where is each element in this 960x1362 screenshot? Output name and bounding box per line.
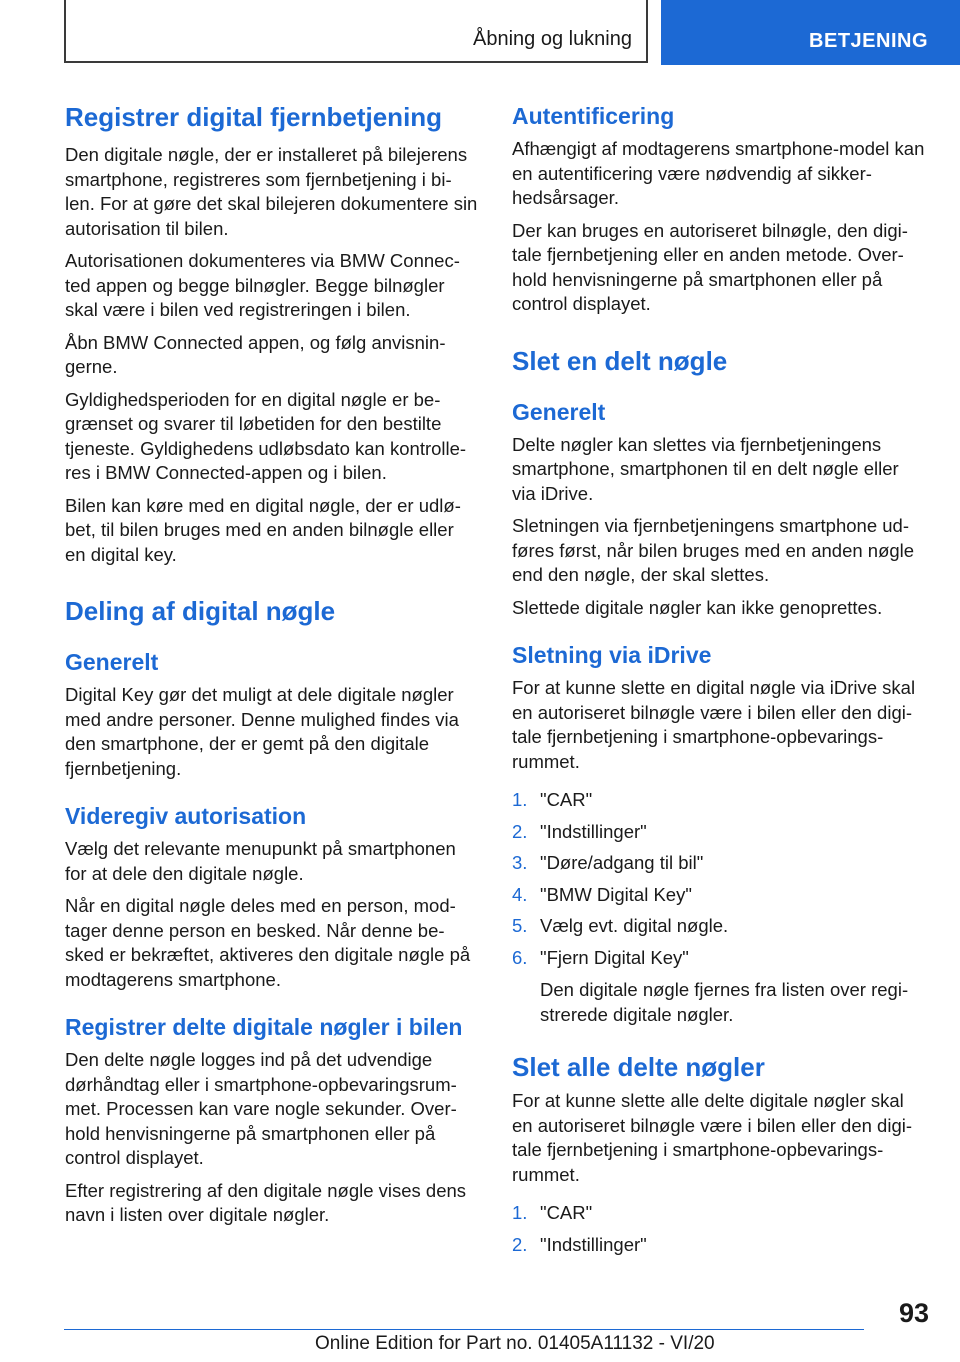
right-column xyxy=(512,101,926,1257)
paragraph: Den digitale nøgle, der er installeret på bilejerens smartphone, registreres som fjernbetjening i bi-len. For at gøre det skal bilejeren dokumentere sin autorisation til bilen. xyxy=(65,144,478,239)
heading-delete-shared-key: Slet en delt nøgle xyxy=(512,345,728,376)
paragraph: For at kunne slette alle delte digitale nøgler skal en autoriseret bilnøgle være i bilen eller den digi-tale fjernbetjening i smartphone-opbevarings-rummet. xyxy=(512,1090,913,1185)
step-text: "Fjern Digital Key" xyxy=(540,946,689,968)
paragraph: Afhængigt af modtagerens smartphone-model kan en autentificering være nødvendig af sikker-hedsårsager. xyxy=(512,138,925,208)
heading-delete-all-shared: Slet alle delte nøgler xyxy=(512,1052,765,1082)
step-result: Den digitale nøgle fjernes fra listen over regi-strerede digitale nøgler. xyxy=(540,979,909,1025)
heading-delete-via-idrive: Sletning via iDrive xyxy=(512,642,712,668)
paragraph: Autorisationen dokumenteres via BMW Connec-ted appen og begge bilnøgler. Begge bilnøgler skal være i bilen ved registreringen i bilen. xyxy=(65,250,460,320)
step-text: Vælg evt. digital nøgle. xyxy=(540,915,729,936)
heading-authentication: Autentificering xyxy=(512,103,675,129)
steps-list-idrive xyxy=(512,788,926,1027)
step-number: 2. xyxy=(512,1233,528,1255)
heading-sharing: Deling af digital nøgle xyxy=(65,596,336,626)
step-number: 4. xyxy=(512,883,528,905)
steps-list-delete-all xyxy=(512,1201,926,1257)
footer-divider xyxy=(64,1329,864,1330)
left-column xyxy=(65,101,479,1228)
list-item xyxy=(512,788,926,813)
paragraph: Åbn BMW Connected appen, og følg anvisnin-gerne. xyxy=(65,331,446,377)
paragraph: Bilen kan køre med en digital nøgle, der er udlø-bet, til bilen bruges med en anden bilnøgle eller en digital key. xyxy=(65,494,461,565)
paragraph: Gyldighedsperioden for en digital nøgle er be-grænset og svarer til løbetiden for den bestilte tjeneste. Gyldighedens udløbsdato kan kontrolle-res i BMW Connected-appen og i bilen. xyxy=(65,388,467,483)
heading-general: Generelt xyxy=(65,649,159,675)
list-item xyxy=(512,1233,926,1258)
paragraph: Der kan bruges en autoriseret bilnøgle, den digi-tale fjernbetjening eller en anden metode. Over-hold henvisningerne på smartphonen eller på control displayet. xyxy=(512,219,908,314)
step-text: "BMW Digital Key" xyxy=(540,883,692,905)
paragraph: Efter registrering af den digitale nøgle vises dens navn i listen over digitale nøgler. xyxy=(65,1179,467,1225)
header-section-title: Åbning og lukning xyxy=(472,28,632,50)
step-text: "CAR" xyxy=(540,789,593,810)
list-item xyxy=(512,1201,926,1226)
step-number: 1. xyxy=(512,789,528,810)
step-text: "Indstillinger" xyxy=(540,1233,647,1255)
step-number: 2. xyxy=(512,820,528,842)
heading-register-remote: Registrer digital fjernbetjening xyxy=(65,102,443,132)
heading-pass-authorization: Videregiv autorisation xyxy=(65,803,307,829)
step-text: "Døre/adgang til bil" xyxy=(540,852,704,873)
step-text: "Indstillinger" xyxy=(540,820,647,842)
paragraph: Den delte nøgle logges ind på det udvendige dørhåndtag eller i smartphone-opbevaringsrum-met. Processen kan vare nogle sekunder. Over-hold henvisningerne på smartphonen eller på control displayet. xyxy=(65,1049,457,1168)
paragraph: Vælg det relevante menupunkt på smartphonen for at dele den digitale nøgle. xyxy=(65,838,456,884)
footer-edition: Online Edition for Part no. 01405A11132 - VI/20 xyxy=(315,1333,715,1354)
step-number: 1. xyxy=(512,1202,528,1223)
header-chapter-tab xyxy=(661,0,960,65)
header-section-tab xyxy=(64,0,648,63)
list-item xyxy=(512,820,926,845)
paragraph: Sletningen via fjernbetjeningens smartphone ud-føres først, når bilen bruges med en anden nøgle end den nøgle, der skal slettes. xyxy=(512,515,915,585)
paragraph: Delte nøgler kan slettes via fjernbetjeningens smartphone, smartphonen til en delt nøgle eller via iDrive. xyxy=(512,433,899,504)
step-number: 6. xyxy=(512,946,528,968)
header-chapter-title: BETJENING xyxy=(809,30,928,52)
heading-register-shared-keys: Registrer delte digitale nøgler i bilen xyxy=(65,1014,463,1040)
heading-general: Generelt xyxy=(512,398,606,425)
step-text: "CAR" xyxy=(540,1202,593,1223)
paragraph: Slettede digitale nøgler kan ikke genoprettes. xyxy=(512,596,883,618)
paragraph: For at kunne slette en digital nøgle via iDrive skal en autoriseret bilnøgle være i bilen eller den digi-tale fjernbetjening i smartphone-opbevarings-rummet. xyxy=(512,677,916,772)
list-item xyxy=(512,851,926,876)
paragraph: Digital Key gør det muligt at dele digitale nøgler med andre personer. Denne mulighed findes via den smartphone, der er gemt på den digitale fjernbetjening. xyxy=(65,684,459,779)
list-item xyxy=(512,946,926,1028)
paragraph: Når en digital nøgle deles med en person, mod-tager denne person en besked. Når denne be-sked er bekræftet, aktiveres den digitale nøgle på modtagerens smartphone. xyxy=(65,895,471,990)
step-number: 3. xyxy=(512,852,528,873)
list-item xyxy=(512,883,926,908)
step-number: 5. xyxy=(512,915,528,936)
list-item xyxy=(512,914,926,939)
page-number: 93 xyxy=(898,1298,929,1328)
